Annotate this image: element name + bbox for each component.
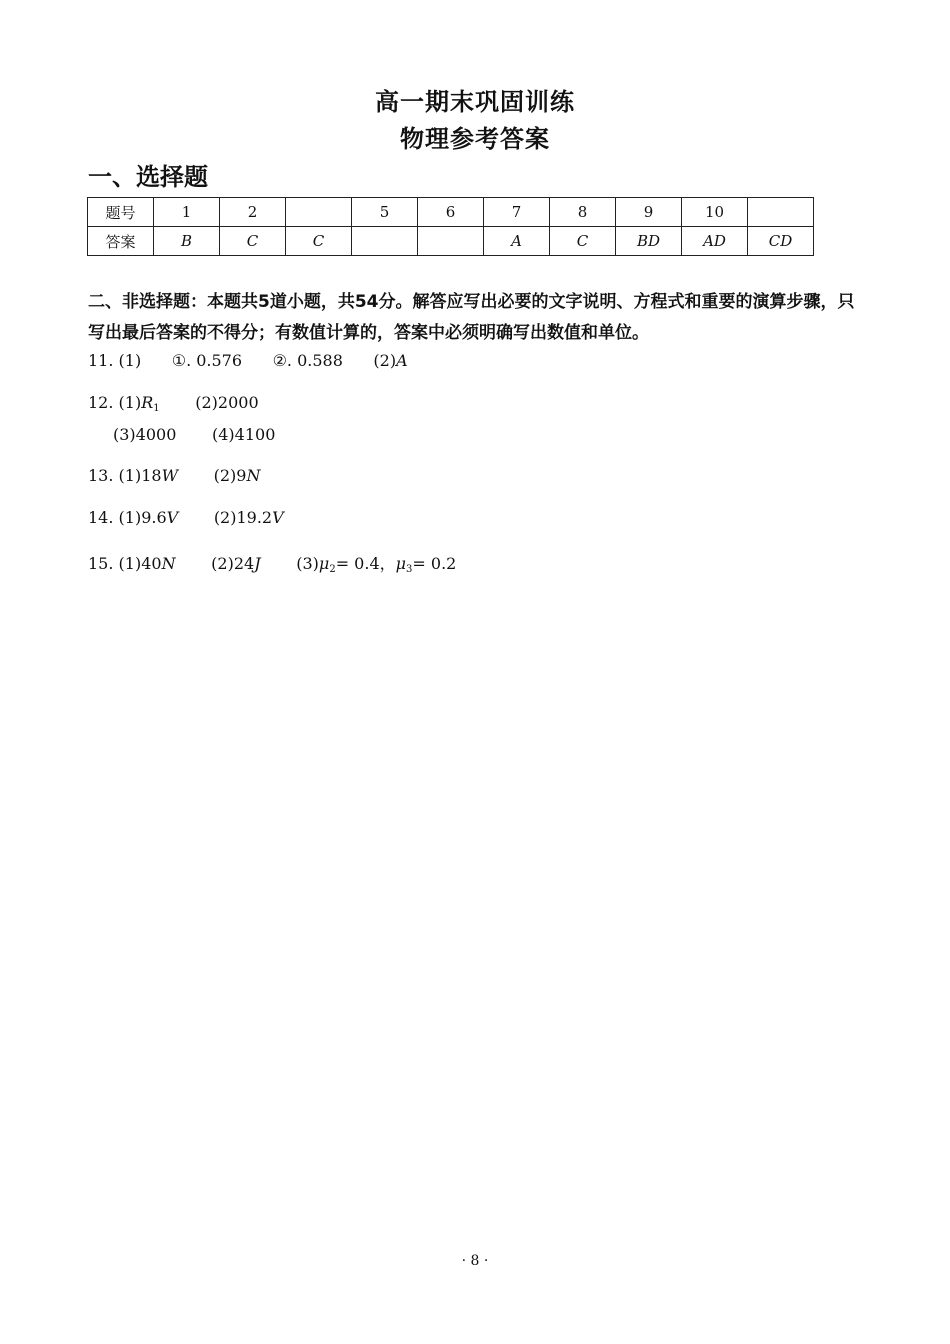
q13-number: 13. (1)18	[88, 466, 162, 485]
q11-answer-2: ②. 0.588	[272, 351, 343, 370]
table-row-label: 答案	[88, 227, 154, 256]
answer-q14	[88, 508, 284, 527]
q14-number: 14. (1)9.6	[88, 508, 167, 527]
q15-mu-2: μ	[318, 554, 330, 573]
table-row-label: 题号	[88, 198, 154, 227]
q12-answer-4: (4)4100	[212, 425, 276, 444]
q15-mu-3-subscript: 3	[406, 564, 413, 575]
section-heading-nonchoice: 二、非选择题：本题共5道小题，共54分。解答应写出必要的文字说明、方程式和重要的演算步骤，只写出最后答案的不得分；有数值计算的，答案中必须明确写出数值和单位。	[88, 292, 855, 343]
q13-unit-2: N	[246, 466, 261, 485]
table-cell-number: 5	[352, 198, 418, 227]
q15-mu-3: μ	[395, 554, 407, 573]
table-cell-answer: A	[484, 227, 550, 256]
q15-part-3: (3)	[296, 554, 319, 573]
q11-answer-1: ①. 0.576	[171, 351, 243, 370]
table-row-numbers	[88, 198, 814, 227]
q14-unit-2: V	[272, 508, 284, 527]
table-cell-answer	[352, 227, 418, 256]
q15-mu-2-value: = 0.4，	[335, 554, 396, 573]
table-cell-number: 1	[154, 198, 220, 227]
table-cell-answer: BD	[616, 227, 682, 256]
answer-q12-line1	[88, 393, 259, 414]
q12-answer-3: (3)4000	[113, 425, 177, 444]
table-cell-answer	[418, 227, 484, 256]
table-cell-number: 6	[418, 198, 484, 227]
q11-part-2: (2)	[373, 351, 397, 370]
table-row-answers	[88, 227, 814, 256]
q13-answer-2: (2)9	[213, 466, 247, 485]
q15-mu-3-value: = 0.2	[412, 554, 457, 573]
q15-mu-2-subscript: 2	[329, 564, 336, 575]
section-heading-choice: 一、选择题	[88, 163, 208, 191]
page-title: 高一期末巩固训练	[375, 87, 575, 116]
q12-answer-2: (2)2000	[195, 393, 259, 412]
answer-q15	[88, 551, 456, 575]
table-cell-number: 10	[682, 198, 748, 227]
table-cell-number: 2	[220, 198, 286, 227]
q11-answer-3: A	[396, 351, 408, 370]
q12-answer-1: R	[141, 393, 154, 412]
q15-answer-2: (2)24	[211, 554, 255, 573]
table-cell-number: 8	[550, 198, 616, 227]
answer-q12-line2	[113, 425, 275, 444]
table-cell-number: 7	[484, 198, 550, 227]
q14-unit-1: V	[166, 508, 179, 527]
answer-q13	[88, 466, 260, 485]
q15-unit-2: J	[254, 554, 261, 573]
q15-unit-1: N	[161, 554, 176, 573]
table-cell-answer: C	[550, 227, 616, 256]
table-cell-answer: B	[154, 227, 220, 256]
table-cell-answer: CD	[748, 227, 814, 256]
table-cell-answer: AD	[682, 227, 748, 256]
table-cell-answer: C	[220, 227, 286, 256]
q12-number: 12. (1)	[88, 393, 142, 412]
table-cell-number	[286, 198, 352, 227]
q13-unit-1: W	[161, 466, 179, 485]
table-cell-number: 9	[616, 198, 682, 227]
q12-answer-1-subscript: 1	[153, 403, 160, 414]
q11-number: 11. (1)	[88, 351, 142, 370]
q14-answer-2: (2)19.2	[213, 508, 273, 527]
page-subtitle: 物理参考答案	[400, 124, 550, 153]
answer-table	[87, 197, 814, 256]
table-cell-answer: C	[286, 227, 352, 256]
answer-q11	[88, 351, 408, 370]
table-cell-number	[748, 198, 814, 227]
q15-number: 15. (1)40	[88, 554, 162, 573]
page-number: · 8 ·	[461, 1253, 489, 1269]
